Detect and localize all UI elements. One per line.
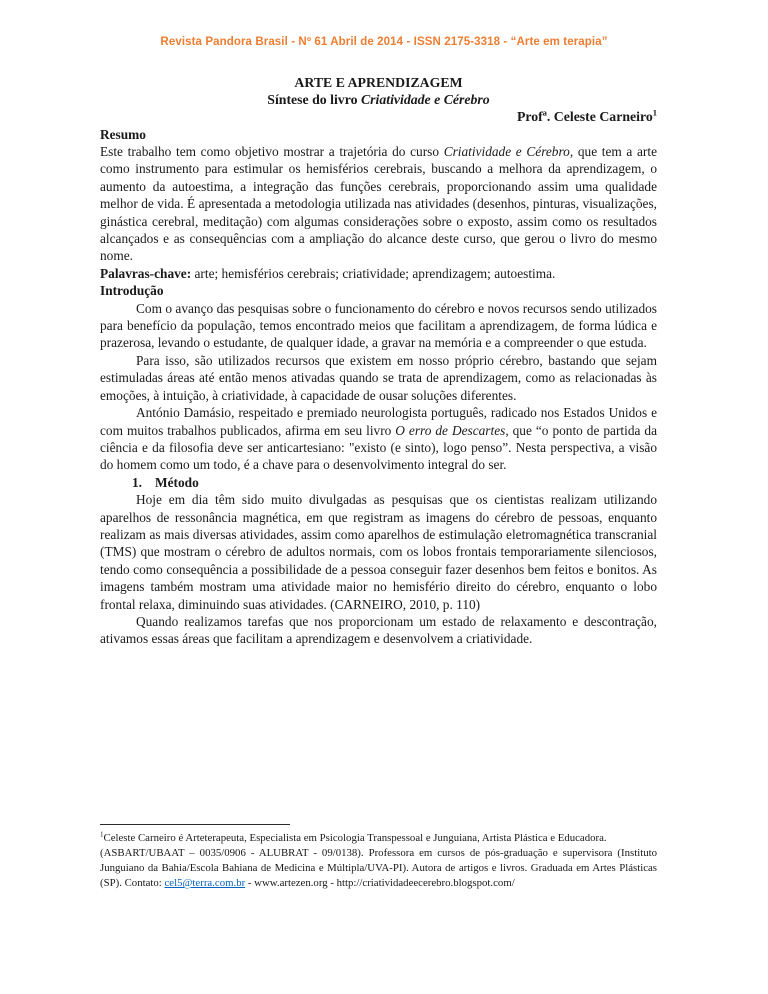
paragraph-introducao-3: [100, 404, 657, 474]
footnote-text-1: Celeste Carneiro é Arteterapeuta, Especialista em Psicologia Transpessoal e Junguiana, Artista Plástica e Educadora.: [103, 832, 607, 844]
paragraph-metodo-2: Quando realizamos tarefas que nos proporcionam um estado de relaxamento e descontração, ativamos essas áreas que facilitam a aprendizagem e desenvolvem a criatividade.: [100, 613, 657, 647]
email-link[interactable]: cel5@terra.com.br: [164, 877, 246, 889]
paragraph-metodo-1: Hoje em dia têm sido muito divulgadas as pesquisas que os cientistas realizam utilizando aparelhos de ressonância magnética, em que registram as imagens do cérebro de pessoas, enquanto realizam as mais diversas atividades, assim como aparelhos de estimulação eletromagnética transcranial (TMS) que mostram o cérebro de adultos normais, com os lobos frontais temporariamente silenciosos, tendo como consequência a possibilidade de a pessoa conseguir fazer desenhos bem feitos e bonitos. As imagens também mostram uma atividade maior no hemisfério direito do cérebro, enquanto o lobo frontal relaxa, diminuindo suas atividades. (CARNEIRO, 2010, p. 110): [100, 492, 657, 612]
resumo-text-2: que tem a arte como instrumento para estimular os hemisférios cerebrais, buscando a melhora da aprendizagem, o aumento da autoestima, a integração das funções cerebrais, proporcionando assim uma qualidade melhor de vida. É apresentada a metodologia utilizada nas atividades (desenhos, pinturas, visualizações, ginástica cerebral, meditação) com algumas considerações sobre o exposto, assim como os resultados alcançados e as consequências com a ampliação do alcance deste curso, que gerou o livro do mesmo nome.: [100, 144, 658, 264]
section-number: 1.: [132, 474, 143, 490]
footnote-paragraph-1: [100, 831, 657, 846]
paragraph-introducao-1: Com o avanço das pesquisas sobre o funcionamento do cérebro e novos recursos sendo utilizados para benefício da população, temos encontrado meios que facilitam a aprendizagem, de forma lúdica e prazerosa, levando o estudante, de qualquer idade, a gravar na memória e a compreender o que estuda.: [100, 300, 657, 351]
journal-header: [0, 0, 768, 48]
keywords-label: Palavras-chave:: [100, 265, 192, 281]
section-heading-metodo: [100, 474, 657, 491]
introducao-p3-text-1: António Damásio, respeitado e premiado neurologista português, radicado nos Estados Unidos e com muitos trabalhos publicados, afirma em seu livro: [100, 405, 657, 438]
footnote-ref-superscript: 1: [100, 830, 104, 839]
keywords-line: [100, 265, 657, 282]
resumo-book-title-italic: Criatividade e Cérebro,: [443, 144, 574, 160]
paragraph-resumo: [100, 143, 657, 265]
author-name: Profª. Celeste Carneiro: [516, 109, 653, 125]
document-body: [100, 126, 657, 648]
introducao-p3-text-2: , que “o ponto de partida da ciência e da filosofia deve ser anticartesiano: "existo (e sinto), logo penso”. Nesta perspectiva, a visão do homem como um todo, é a chave para o desenvolvimento integral do ser.: [100, 422, 657, 473]
subtitle-prefix: Síntese do livro: [267, 92, 361, 108]
footnote-text-2: (ASBART/UBAAT – 0035/0906 - ALUBRAT - 09/0138). Professora em cursos de pós-graduação e supervisora (Instituto Junguiano da Bahia/Escola Bahiana de Medicina e Múltipla/UVA-PI). Autora de artigos e livros. Graduada em Artes Plásticas (SP). Contato:: [100, 847, 657, 889]
footnote-separator: [100, 824, 290, 825]
keywords-text: arte; hemisférios cerebrais; criatividade; aprendizagem; autoestima.: [191, 265, 556, 281]
page-subtitle: [100, 91, 657, 108]
footnote-text-3: - www.artezen.org - http://criatividadeecerebro.blogspot.com/: [245, 877, 515, 889]
title-block: [100, 74, 657, 126]
page-title: ARTE E APRENDIZAGEM: [294, 75, 463, 90]
introducao-book-title-italic: O erro de Descartes: [395, 422, 506, 438]
section-heading-introducao: Introdução: [100, 283, 164, 299]
author-line: [100, 108, 657, 125]
paragraph-introducao-2: Para isso, são utilizados recursos que existem em nosso próprio cérebro, bastando que sejam estimuladas áreas até então menos ativadas quando se trata de aprendizagem, como as relacionadas às emoções, à intuição, à criatividade, à capacidade de ousar soluções diferentes.: [100, 352, 657, 403]
author-footnote-ref: 1: [652, 107, 657, 118]
book-title-italic: Criatividade e Cérebro: [360, 92, 490, 108]
section-title: Método: [155, 474, 199, 490]
footnote-paragraph-2: [100, 846, 657, 891]
section-heading-resumo: Resumo: [100, 126, 146, 142]
journal-header-text: Revista Pandora Brasil - Nº 61 Abril de 2014 - ISSN 2175-3318 - “Arte em terapia”: [160, 36, 608, 48]
resumo-text-1: Este trabalho tem como objetivo mostrar a trajetória do curso: [100, 144, 444, 160]
footnote-block: [100, 824, 657, 891]
